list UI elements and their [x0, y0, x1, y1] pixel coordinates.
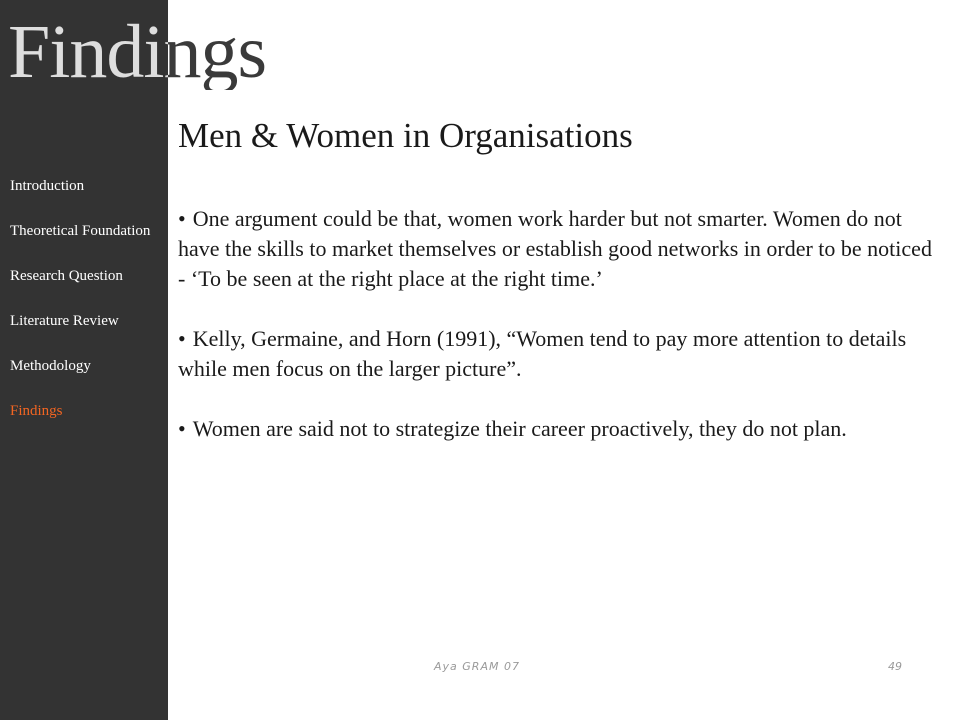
footer-page-number: 49 [888, 660, 902, 673]
bullet-item [178, 204, 938, 294]
bullet-text: One argument could be that, women work harder but not smarter. Women do not have the skills to market themselves or establish good networks in order to be noticed - ‘To be seen at the right place at the right time.’ [178, 206, 932, 291]
sidebar-nav [10, 176, 162, 446]
bullet-item [178, 414, 938, 444]
nav-item-literature-review[interactable]: Literature Review [10, 313, 119, 329]
bullet-text: Kelly, Germaine, and Horn (1991), “Women tend to pay more attention to details while men focus on the larger picture”. [178, 326, 907, 381]
slide-title: Findings [8, 10, 267, 94]
nav-item-introduction[interactable]: Introduction [10, 178, 85, 194]
slide-subtitle: Men & Women in Organisations [178, 116, 633, 155]
bullet-marker: • [178, 416, 186, 441]
nav-item-theoretical-foundation[interactable]: Theoretical Foundation [10, 223, 151, 239]
bullet-item [178, 324, 938, 384]
bullet-text: Women are said not to strategize their career proactively, they do not plan. [192, 416, 847, 441]
slide-content [178, 112, 938, 474]
nav-item-findings[interactable]: Findings [10, 403, 63, 419]
bullet-marker: • [178, 326, 186, 351]
nav-item-methodology[interactable]: Methodology [10, 358, 91, 374]
bullet-list [178, 204, 938, 444]
bullet-marker: • [178, 206, 186, 231]
footer-author: Aya GRAM 07 [434, 660, 520, 673]
nav-item-research-question[interactable]: Research Question [10, 268, 123, 284]
